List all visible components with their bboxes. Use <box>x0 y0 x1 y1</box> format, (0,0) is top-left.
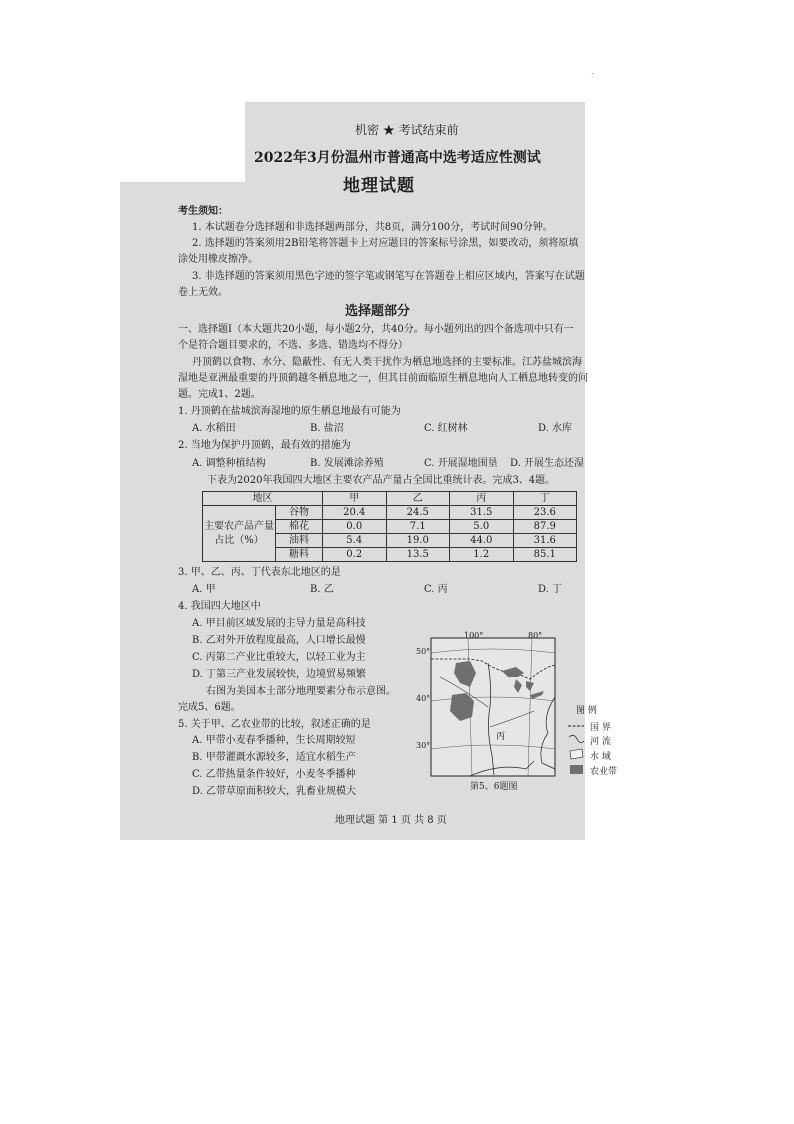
section-intro: 一、选择题Ⅰ（本大题共20小题，每小题2分，共40分。每小题列出的四个备选项中只有一 <box>178 324 574 335</box>
table-cell: 油料 <box>276 534 323 548</box>
notice-line: 1. 本试题卷分选择题和非选择题两部分，共8页，满分100分，考试时间90分钟。 <box>192 222 553 233</box>
option-a: A. 水稻田 <box>192 423 236 434</box>
table-cell: 1.2 <box>450 548 514 562</box>
option-c: C. 开展湿地围垦 <box>424 458 498 469</box>
table-header-region: 地区 <box>203 492 323 506</box>
legend-river: 河 流 <box>590 737 611 747</box>
lat-label: 30° <box>416 741 431 750</box>
page-footer: 地理试题 第 1 页 共 8 页 <box>335 815 447 826</box>
notice-line: 2. 选择题的答案须用2B铅笔将答题卡上对应题目的答案标号涂黑，如要改动，须将原填 <box>192 238 579 249</box>
passage-line: 丹顶鹤以食物、水分、隐蔽性、有无人类干扰作为栖息地选择的主要标准。江苏盐城滨海 <box>192 357 582 368</box>
table-cell: 85.1 <box>513 548 577 562</box>
passage-line: 湿地是亚洲最重要的丹顶鹤越冬栖息地之一，但其目前面临原生栖息地向人工栖息地转变的问 <box>178 373 588 384</box>
water-symbol-icon <box>570 749 583 759</box>
confidential-mark: 机密 ★ 考试结束前 <box>355 123 459 137</box>
table-row <box>203 506 577 520</box>
river-symbol-icon <box>569 735 584 742</box>
option-a: A. 调整种植结构 <box>192 458 266 469</box>
table-cell: 87.9 <box>513 520 577 534</box>
option-d: D. 乙带草原面积较大，乳畜业规模大 <box>192 786 357 797</box>
subject-title: 地理试题 <box>343 176 415 196</box>
passage-line: 题。完成1、2题。 <box>178 389 261 400</box>
table-cell: 31.6 <box>513 534 577 548</box>
table-cell: 20.4 <box>323 506 387 520</box>
table-cell: 0.2 <box>323 548 387 562</box>
legend-symbols <box>566 721 586 781</box>
legend-border: 国 界 <box>590 723 611 733</box>
farm-symbol-icon <box>570 765 583 774</box>
table-cell: 棉花 <box>276 520 323 534</box>
table-cell: 0.0 <box>323 520 387 534</box>
option-c: C. 丙第二产业比重较大，以轻工业为主 <box>192 652 366 663</box>
table-row-label: 主要农产品产量占比（%） <box>203 506 276 562</box>
option-c: C. 乙带热量条件较好，小麦冬季播种 <box>192 769 356 780</box>
speck: . <box>591 67 594 76</box>
question-stem: 4. 我国四大地区中 <box>178 601 261 612</box>
option-b: B. 乙对外开放程度最高，人口增长最慢 <box>192 635 366 646</box>
option-c: C. 丙 <box>424 584 448 595</box>
map-caption: 第5、6题图 <box>470 782 518 792</box>
notice-line: 3. 非选择题的答案须用黑色字迹的签字笔或钢笔写在答题卷上相应区域内，答案写在试题 <box>192 271 585 282</box>
lat-label: 40° <box>416 694 431 703</box>
section-intro: 个是符合题目要求的，不选、多选、错选均不得分） <box>178 340 408 351</box>
section-title: 选择题部分 <box>345 304 411 319</box>
question-stem: 5. 关于甲、乙农业带的比较，叙述正确的是 <box>178 719 371 730</box>
table-cell: 糖料 <box>276 548 323 562</box>
option-d: D. 丁第三产业发展较快，边境贸易频繁 <box>192 669 367 680</box>
legend-farm: 农业带 <box>590 767 618 777</box>
table-col-header: 甲 <box>323 492 387 506</box>
table-cell: 44.0 <box>450 534 514 548</box>
lon-label: 80° <box>528 631 543 640</box>
table-cell: 31.5 <box>450 506 514 520</box>
option-a: A. 甲目前区域发展的主导力量是高科技 <box>192 618 366 629</box>
option-c: C. 红树林 <box>424 423 468 434</box>
table-cell: 23.6 <box>513 506 577 520</box>
option-b: B. 乙 <box>310 584 334 595</box>
table-col-header: 丁 <box>513 492 577 506</box>
question-stem: 1. 丹顶鹤在盐城滨海湿地的原生栖息地最有可能为 <box>178 406 401 417</box>
question-stem: 3. 甲、乙、丙、丁代表东北地区的是 <box>178 567 341 578</box>
option-b: B. 盐沼 <box>310 423 344 434</box>
option-b: B. 发展滩涂养殖 <box>310 458 384 469</box>
legend-water: 水 域 <box>590 752 611 762</box>
option-b: B. 甲带灌溉水源较多，适宜水稻生产 <box>192 752 356 763</box>
table-cell: 谷物 <box>276 506 323 520</box>
table-caption: 下表为2020年我国四大地区主要农产品产量占全国比重统计表。完成3、4题。 <box>207 475 556 486</box>
option-a: A. 甲带小麦春季播种，生长周期较短 <box>192 735 356 746</box>
table-cell: 13.5 <box>386 548 450 562</box>
question-stem: 2. 当地为保护丹顶鹤，最有效的措施为 <box>178 440 351 451</box>
table-cell: 5.0 <box>450 520 514 534</box>
table-cell: 19.0 <box>386 534 450 548</box>
option-d: D. 水库 <box>538 423 573 434</box>
notice-heading: 考生须知： <box>178 206 228 217</box>
lat-label: 50° <box>416 647 431 656</box>
table-col-header: 丙 <box>450 492 514 506</box>
table-cell: 24.5 <box>386 506 450 520</box>
paper-top <box>245 102 585 186</box>
table-cell: 7.1 <box>386 520 450 534</box>
data-table <box>202 491 577 562</box>
exam-title: 2022年3月份温州市普通高中选考适应性测试 <box>254 150 541 166</box>
table-cell: 5.4 <box>323 534 387 548</box>
map-label-bing: 丙 <box>496 732 506 742</box>
map-intro: 完成5、6题。 <box>178 702 241 713</box>
option-d: D. 丁 <box>538 584 563 595</box>
lon-label: 100° <box>464 631 484 640</box>
option-a: A. 甲 <box>192 584 216 595</box>
notice-line: 涂处用橡皮擦净。 <box>178 254 258 265</box>
notice-line: 卷上无效。 <box>178 287 228 298</box>
map-intro: 右图为美国本土部分地理要素分布示意图。 <box>206 686 396 697</box>
table-col-header: 乙 <box>386 492 450 506</box>
us-map <box>430 637 556 777</box>
option-d: D. 开展生态还湿 <box>510 458 585 469</box>
legend-title: 图 例 <box>576 706 597 716</box>
